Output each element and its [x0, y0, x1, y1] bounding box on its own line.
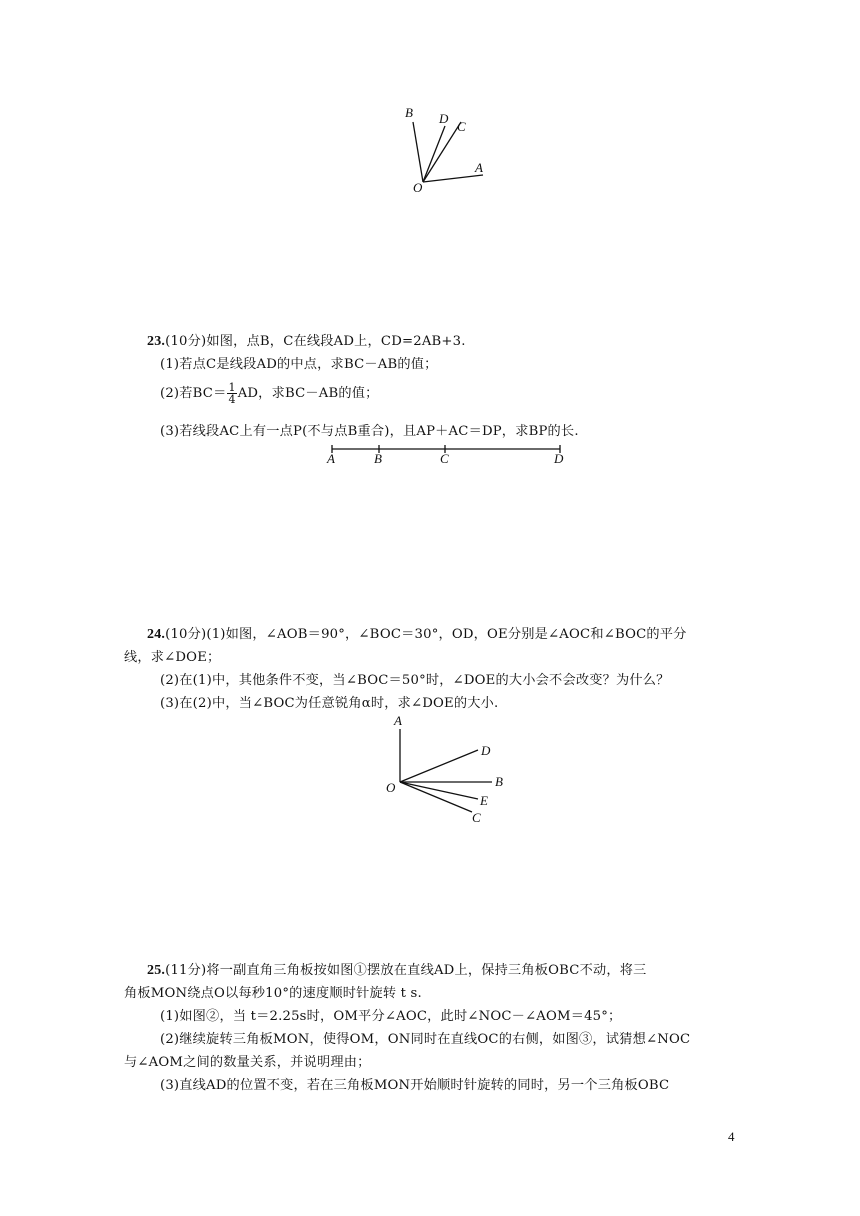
- q25-line1-text: (11分)将一副直角三角板按如图①摆放在直线AD上，保持三角板OBC不动，将三: [165, 963, 647, 978]
- page-number: 4: [728, 1129, 735, 1144]
- q25-line4: (2)继续旋转三角板MON，使得OM，ON同时在直线OC的右侧，如图③，试猜想∠NOC: [160, 1032, 691, 1047]
- ray-OD: [423, 126, 445, 182]
- q25-number: 25.: [147, 963, 166, 978]
- seg-label-C: C: [440, 451, 449, 466]
- q23-part2-suffix: AD，求BC－AB的值；: [237, 386, 379, 401]
- ray-OB: [413, 122, 423, 182]
- label-D: D: [439, 111, 449, 126]
- q24-line1-text: (10分)(1)如图，∠AOB＝90°，∠BOC＝30°，OD，OE分别是∠AOC和∠BOC的平分: [165, 627, 687, 642]
- seg-label-D: D: [554, 451, 564, 466]
- q24-number: 24.: [147, 627, 166, 642]
- label-C: C: [457, 119, 466, 134]
- q24-label-E: E: [480, 793, 488, 808]
- q23-stem: [147, 333, 466, 351]
- seg-label-B: B: [374, 451, 382, 466]
- q23-number: 23.: [147, 334, 166, 349]
- angle-figure-top-svg: [395, 100, 505, 200]
- angle-figure-q24: [380, 712, 520, 827]
- q24-part3: (3)在(2)中，当∠BOC为任意锐角α时，求∠DOE的大小.: [160, 696, 499, 711]
- q24-label-C: C: [472, 810, 481, 825]
- q23-frac-num: 1: [228, 381, 236, 394]
- label-A: A: [475, 160, 483, 175]
- q24-label-D: D: [481, 743, 491, 758]
- ray-OC: [400, 782, 472, 812]
- q23-fraction: [227, 382, 236, 405]
- q24-line2: 线，求∠DOE；: [124, 650, 221, 665]
- angle-figure-top: [395, 100, 505, 200]
- segment-figure-svg: [320, 442, 580, 466]
- q25-line6: (3)直线AD的位置不变，若在三角板MON开始顺时针旋转的同时，另一个三角板OBC: [160, 1078, 670, 1093]
- segment-figure: [320, 442, 580, 466]
- q25-line1: [147, 962, 647, 980]
- q23-frac-den: 4: [228, 393, 236, 406]
- label-O: O: [413, 180, 423, 195]
- q24-label-B: B: [495, 774, 503, 789]
- q23-stem-text: (10分)如图，点B，C在线段AD上，CD=2AB+3.: [165, 334, 466, 349]
- ray-OD: [400, 750, 478, 782]
- q24-label-A: A: [394, 713, 402, 728]
- q24-label-O: O: [386, 780, 396, 795]
- q23-part2: [160, 382, 379, 405]
- q25-line3: (1)如图②，当 t＝2.25s时，OM平分∠AOC，此时∠NOC－∠AOM＝45°；: [160, 1009, 622, 1024]
- q23-part2-prefix: (2)若BC＝: [160, 386, 227, 401]
- q24-part2: (2)在(1)中，其他条件不变，当∠BOC＝50°时，∠DOE的大小会不会改变？为什么？: [160, 673, 670, 688]
- ray-OC: [423, 122, 461, 182]
- q23-part3: (3)若线段AC上有一点P(不与点B重合)，且AP＋AC＝DP，求BP的长.: [160, 424, 579, 439]
- angle-figure-q24-svg: [380, 712, 520, 827]
- ray-OA: [423, 175, 483, 182]
- seg-label-A: A: [327, 451, 335, 466]
- q25-line5: 与∠AOM之间的数量关系，并说明理由；: [124, 1055, 371, 1070]
- ray-OE: [400, 782, 478, 799]
- q23-part1: (1)若点C是线段AD的中点，求BC－AB的值；: [160, 357, 438, 372]
- q24-line1: [147, 626, 687, 644]
- label-B: B: [405, 105, 413, 120]
- q25-line2: 角板MON绕点O以每秒10°的速度顺时针旋转 t s.: [124, 986, 422, 1001]
